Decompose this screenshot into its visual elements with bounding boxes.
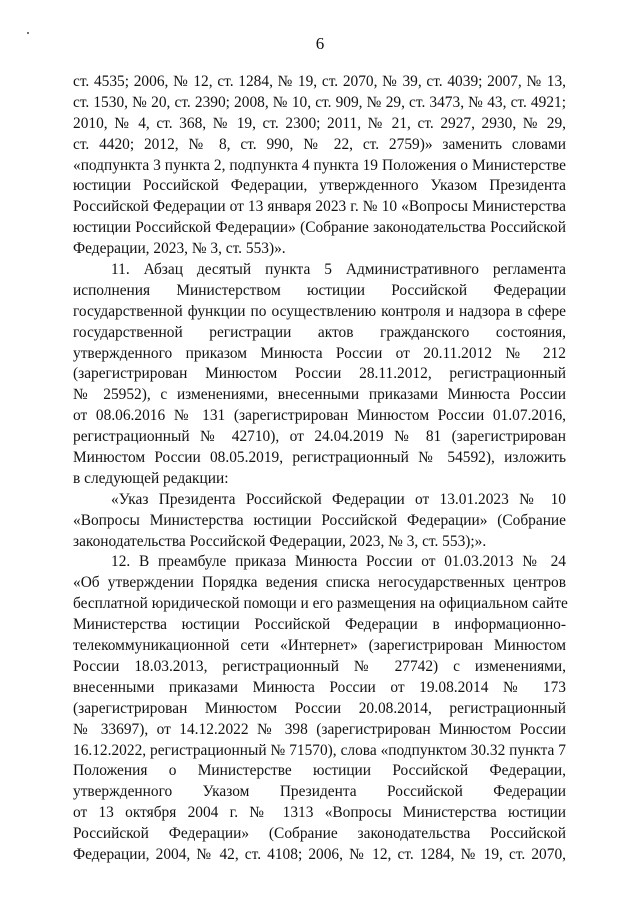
text-line: регистрационный № 42710), от 24.04.2019 № 81 (зарегистрирован — [73, 428, 566, 446]
text-line: Министерства юстиции Российской Федерации в информационно- — [73, 616, 566, 634]
text-line: утвержденного Указом Президента Российской Федерации — [73, 783, 566, 801]
text-line: юстиции Российской Федерации» (Собрание законодательства Российской — [73, 219, 566, 237]
text-line: ст. 4535; 2006, № 12, ст. 1284, № 19, ст. 2070, № 39, ст. 4039; 2007, № 13, — [73, 73, 566, 90]
text-line: бесплатной юридической помощи и его размещения на официальном сайте — [73, 595, 568, 613]
text-line: 16.12.2022, регистрационный № 71570), слова «подпунктом 30.32 пункта 7 — [73, 741, 566, 759]
text-line: юстиции Российской Федерации, утвержденного Указом Президента — [73, 177, 566, 195]
text-line: исполнения Министерством юстиции Российской Федерации — [73, 281, 566, 299]
text-line: телекоммуникационной сети «Интернет» (зарегистрирован Минюстом — [73, 637, 566, 655]
document-body — [73, 72, 566, 866]
text-line: от 13 октября 2004 г. № 1313 «Вопросы Министерства юстиции — [73, 804, 566, 822]
text-line: внесенными приказами Минюста России от 19.08.2014 № 173 — [73, 678, 566, 696]
text-line: 2010, № 4, ст. 368, № 19, ст. 2300; 2011, № 21, ст. 2927, 2930, № 29, — [73, 114, 566, 132]
text-line: «Указ Президента Российской Федерации от 13.01.2023 № 10 — [111, 490, 566, 508]
text-line: ст. 1530, № 20, ст. 2390; 2008, № 10, ст. 909, № 29, ст. 3473, № 43, ст. 4921; — [73, 93, 566, 111]
text-line: 11. Абзац десятый пункта 5 Административного регламента — [111, 261, 566, 279]
text-line: Федерации, 2023, № 3, ст. 553)». — [73, 240, 286, 258]
text-line: Российской Федерации» (Собрание законодательства Российской — [73, 825, 566, 843]
text-line: «подпункта 3 пункта 2, подпункта 4 пункта 19 Положения о Министерстве — [73, 156, 566, 174]
text-line: (зарегистрирован Минюстом России 20.08.2014, регистрационный — [73, 699, 566, 717]
text-line: 12. В преамбуле приказа Минюста России от 01.03.2013 № 24 — [111, 553, 566, 571]
text-line: Российской Федерации от 13 января 2023 г. № 10 «Вопросы Министерства — [73, 198, 566, 216]
text-line: № 25952), с изменениями, внесенными приказами Минюста России — [73, 386, 566, 404]
text-line: Минюстом России 08.05.2019, регистрационный № 54592), изложить — [73, 449, 566, 467]
page-number: 6 — [315, 34, 325, 53]
text-line: (зарегистрирован Минюстом России 28.11.2012, регистрационный — [73, 365, 566, 383]
text-line: Положения о Министерстве юстиции Российской Федерации, — [73, 762, 566, 780]
text-line: «Об утверждении Порядка ведения списка негосударственных центров — [73, 574, 566, 592]
text-line: № 33697), от 14.12.2022 № 398 (зарегистрирован Минюстом России — [73, 720, 566, 738]
text-line: законодательства Российской Федерации, 2023, № 3, ст. 553);». — [73, 532, 487, 550]
text-line: «Вопросы Министерства юстиции Российской Федерации» (Собрание — [73, 511, 566, 529]
text-line: государственной функции по осуществлению контроля и надзора в сфере — [73, 302, 566, 320]
text-line: ст. 4420; 2012, № 8, ст. 990, № 22, ст. 2759)» заменить словами — [73, 135, 566, 153]
text-line: от 08.06.2016 № 131 (зарегистрирован Минюстом России 01.07.2016, — [73, 407, 566, 425]
text-line: России 18.03.2013, регистрационный № 27742) с изменениями, — [73, 657, 566, 675]
text-line: утвержденного приказом Минюста России от 20.11.2012 № 212 — [73, 344, 566, 362]
text-line: государственной регистрации актов гражданского состояния, — [73, 323, 566, 341]
text-line: в следующей редакции: — [73, 469, 229, 487]
text-line: Федерации, 2004, № 42, ст. 4108; 2006, № 12, ст. 1284, № 19, ст. 2070, — [73, 845, 566, 863]
